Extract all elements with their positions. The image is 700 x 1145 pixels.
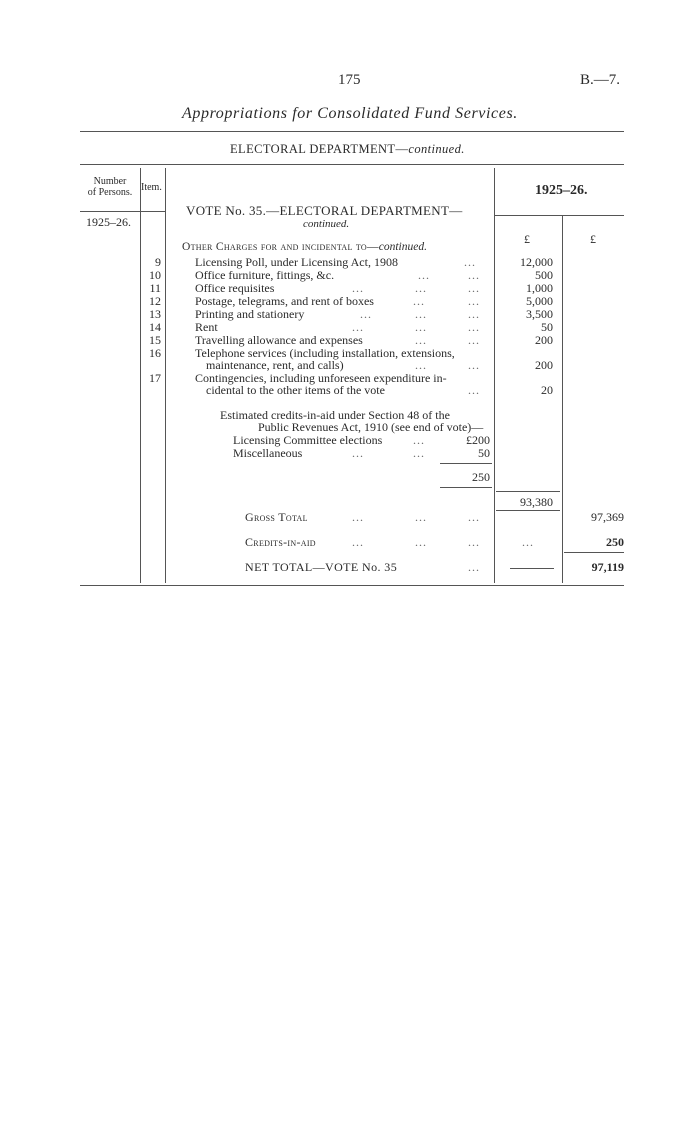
credits-in-aid-blank: ...: [522, 535, 534, 549]
section-heading: [230, 142, 465, 157]
subtotal-bottom-rule: [496, 510, 560, 511]
pound-sign-amount: £: [524, 232, 530, 246]
net-total-blank-rule: [510, 568, 554, 569]
pound-sign-total: £: [590, 232, 596, 246]
item-description-cont: cidental to the other items of the vote: [206, 383, 385, 397]
header-rule-persons: [80, 211, 140, 212]
credits-intro-cont: Public Revenues Act, 1910 (see end of vote)—: [258, 420, 484, 434]
section-heading-cont: continued.: [408, 142, 465, 156]
credit-line-label: Licensing Committee elections: [233, 433, 383, 447]
item-amount: 500: [535, 268, 553, 282]
subhead-cont: continued.: [378, 241, 427, 253]
header-item: Item.: [141, 182, 162, 193]
item-amount: 5,000: [526, 294, 553, 308]
credit-line-amount: £200: [466, 433, 490, 447]
subtotal-top-rule: [496, 491, 560, 492]
item-dots: ...: [413, 294, 425, 308]
title-rule: [80, 131, 624, 132]
item-dots: ...: [468, 333, 480, 347]
subhead: [182, 241, 427, 253]
item-description: Office furniture, fittings, &c.: [195, 268, 335, 282]
item-description: Postage, telegrams, and rent of boxes: [195, 294, 374, 308]
net-total-amount: 97,119: [591, 560, 624, 574]
item-description: Office requisites: [195, 281, 275, 295]
item-no: 9: [155, 255, 161, 269]
credits-in-aid-dots: ...: [415, 535, 427, 549]
credits-total: 250: [472, 470, 490, 484]
item-no: 14: [149, 320, 161, 334]
item-dots: ...: [468, 281, 480, 295]
gross-total-dots: ...: [352, 510, 364, 524]
item-dots: ...: [468, 268, 480, 282]
item-description-cont: maintenance, rent, and calls): [206, 358, 344, 372]
column-rule-item: [165, 168, 166, 583]
net-total-top-rule: [564, 552, 624, 553]
item-dots: ...: [352, 320, 364, 334]
item-dots: ...: [360, 307, 372, 321]
table-bottom-rule: [80, 585, 624, 586]
credit-line-label: Miscellaneous: [233, 446, 303, 460]
net-total-dots: ...: [468, 560, 480, 574]
credits-in-aid-dots: ...: [468, 535, 480, 549]
header-rule-year: [494, 215, 624, 216]
credits-in-aid-dots: ...: [352, 535, 364, 549]
item-amount: 20: [541, 383, 553, 397]
item-no: 11: [149, 281, 161, 295]
header-number-line1: Number: [93, 176, 127, 187]
item-amount: 1,000: [526, 281, 553, 295]
item-dots: ...: [468, 294, 480, 308]
item-dots: ...: [415, 307, 427, 321]
gross-total-amount: 97,369: [591, 510, 624, 524]
item-description: Printing and stationery: [195, 307, 305, 321]
item-description: Licensing Poll, under Licensing Act, 1908: [195, 255, 398, 269]
subhead-text: Other Charges for and incidental to—: [182, 241, 379, 253]
item-no: 13: [149, 307, 161, 321]
item-description: Telephone services (including installation, extensions,: [195, 346, 455, 360]
item-dots: ...: [464, 255, 476, 269]
item-no: 12: [149, 294, 161, 308]
item-dots: ...: [352, 281, 364, 295]
gross-total-label: Gross Total: [245, 510, 308, 524]
credits-in-aid-amount: 250: [606, 535, 624, 549]
vote-title-cont: continued.: [303, 218, 350, 230]
header-year: 1925–26.: [535, 183, 588, 198]
document-reference: B.—7.: [580, 72, 621, 88]
persons-year-label: 1925–26.: [86, 215, 131, 229]
item-description: Contingencies, including unforeseen expenditure in-: [195, 371, 447, 385]
header-number-line2: of Persons.: [87, 187, 133, 198]
item-no: 15: [149, 333, 161, 347]
gross-total-dots: ...: [415, 510, 427, 524]
item-no: 16: [149, 346, 161, 360]
credits-total-rule: [440, 463, 492, 464]
gross-total-dots: ...: [468, 510, 480, 524]
item-no: 17: [149, 371, 161, 385]
net-total-label: NET TOTAL—VOTE No. 35: [245, 560, 398, 574]
item-dots: ...: [415, 358, 427, 372]
item-amount: 50: [541, 320, 553, 334]
item-dots: ...: [468, 358, 480, 372]
page-number: 175: [338, 72, 361, 88]
item-dots: ...: [415, 320, 427, 334]
credit-line-dots: ...: [413, 433, 425, 447]
item-amount: 200: [535, 358, 553, 372]
header-rule-item: [140, 211, 165, 212]
vote-title: VOTE No. 35.—ELECTORAL DEPARTMENT—: [186, 203, 463, 218]
table-top-rule: [80, 164, 624, 165]
item-amount: 200: [535, 333, 553, 347]
item-no: 10: [149, 268, 161, 282]
credits-bottom-rule: [440, 487, 492, 488]
item-description: Rent: [195, 320, 218, 334]
item-amount: 3,500: [526, 307, 553, 321]
item-amount: 12,000: [520, 255, 553, 269]
credit-line-dots: ...: [352, 446, 364, 460]
column-rule-persons: [140, 168, 141, 583]
page-title: Appropriations for Consolidated Fund Services.: [182, 105, 518, 122]
column-rule-amount: [562, 215, 563, 583]
item-dots: ...: [415, 281, 427, 295]
section-heading-text: ELECTORAL DEPARTMENT—: [230, 142, 409, 156]
credits-intro: Estimated credits-in-aid under Section 48 of the: [220, 408, 450, 422]
column-rule-description: [494, 168, 495, 583]
item-dots: ...: [468, 307, 480, 321]
credit-line-dots: ...: [413, 446, 425, 460]
item-dots: ...: [418, 268, 430, 282]
item-dots: ...: [415, 333, 427, 347]
header-number-of-persons: [80, 176, 140, 198]
item-dots: ...: [468, 383, 480, 397]
item-dots: ...: [468, 320, 480, 334]
credits-in-aid-label: Credits-in-aid: [245, 535, 316, 549]
subtotal-amount: 93,380: [520, 495, 553, 509]
credit-line-amount: 50: [478, 446, 490, 460]
item-description: Travelling allowance and expenses: [195, 333, 363, 347]
